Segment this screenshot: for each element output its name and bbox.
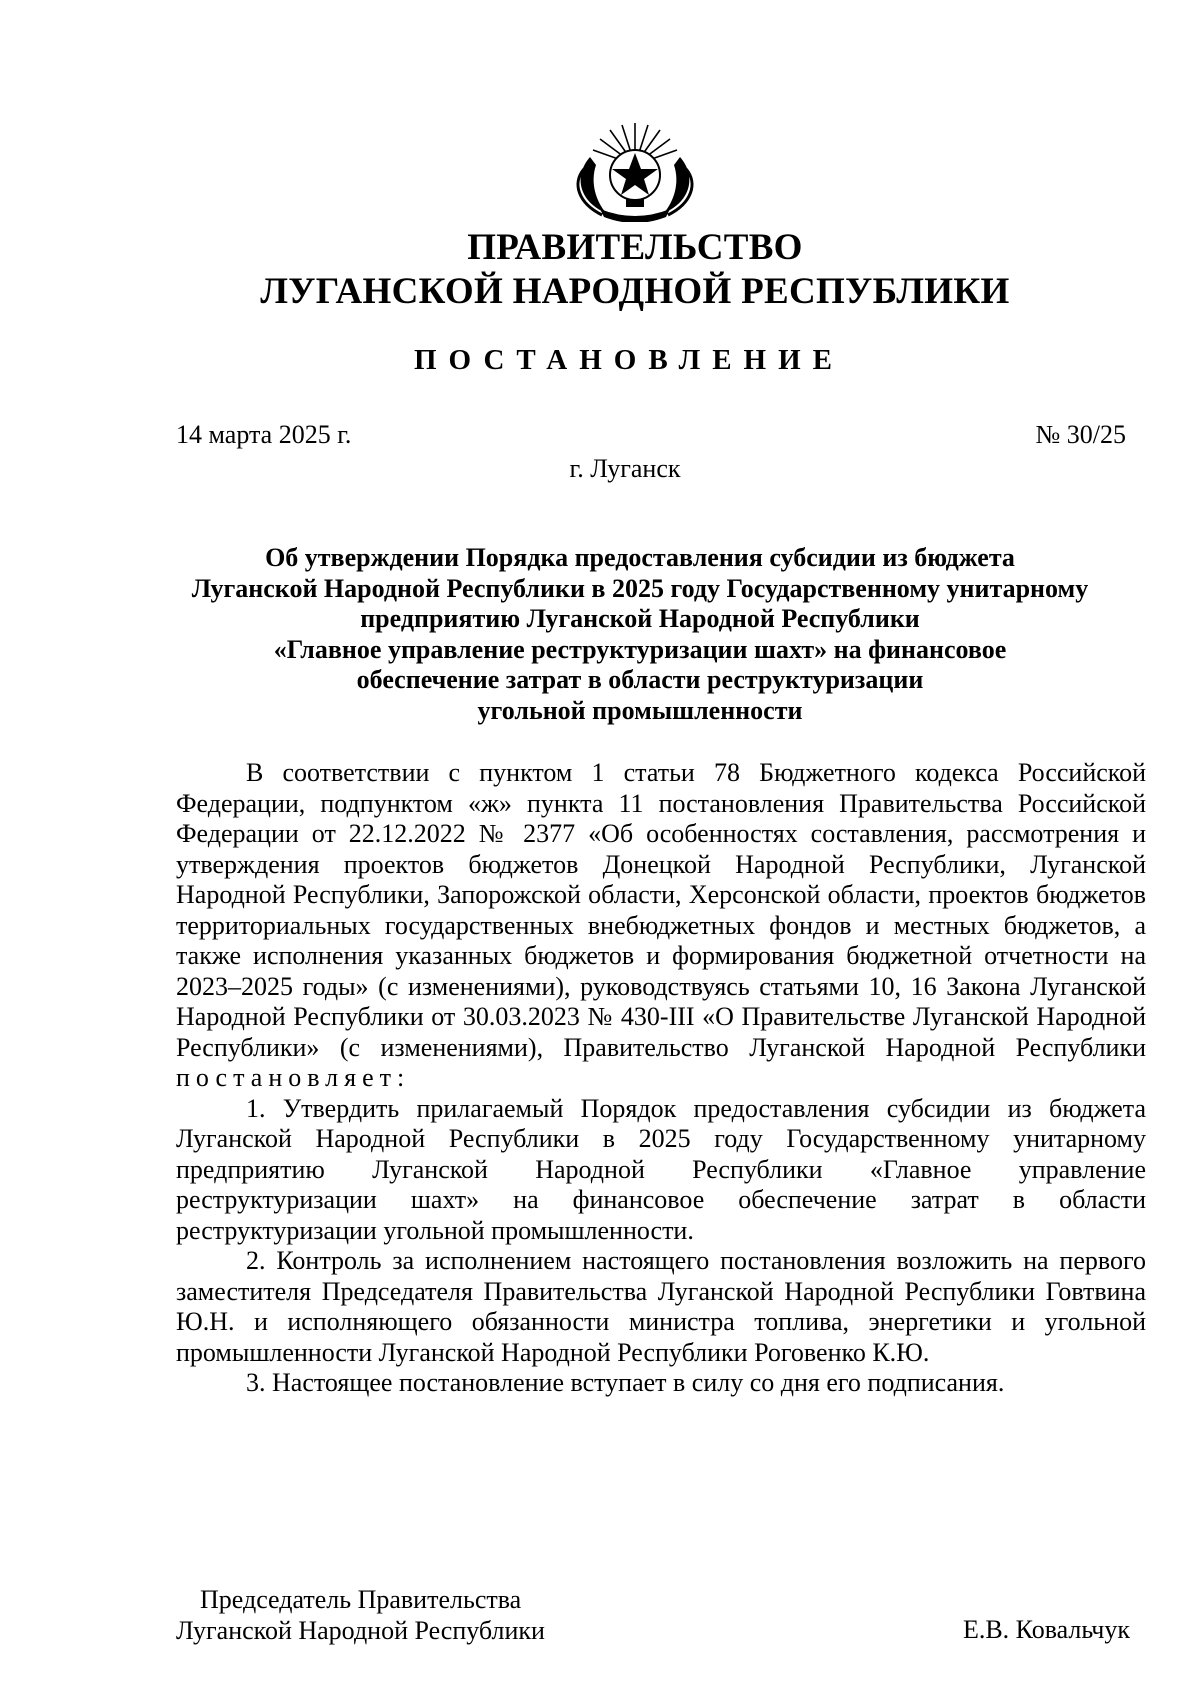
subject-line: обеспечение затрат в области реструктуризации — [356, 665, 924, 694]
signatory-position-line1: Председатель Правительства — [200, 1585, 522, 1614]
resolves-word: постановляет: — [176, 1063, 411, 1092]
signatory-position-line2: Луганской Народной Республики — [176, 1616, 545, 1645]
preamble-paragraph — [176, 758, 1146, 1094]
preamble-text: В соответствии с пунктом 1 статьи 78 Бюджетного кодекса Российской Федерации, подпунктом «ж» пункта 11 постановления Правительства Российской Федерации от 22.12.2022 № 2377 «Об особенностях составления, рассмотрения и утверждения проектов бюджетов Донецкой Народной Республики, Луганской Народной Республики, Запорожской области, Херсонской области, проектов бюджетов территориальных государственных внебюджетных фондов и местных бюджетов, а также исполнения указанных бюджетов и формирования бюджетной отчетности на 2023–2025 годы» (с изменениями), руководствуясь статьями 10, 16 Закона Луганской Народной Республики от 30.03.2023 № 430-III «О Правительстве Луганской Народной Республики» (с изменениями), Правительство Луганской Народной Республики — [176, 758, 1146, 1062]
subject-line: угольной промышленности — [477, 695, 803, 725]
government-title — [0, 226, 1200, 314]
document-body — [176, 758, 1146, 1399]
document-subject — [160, 543, 1120, 726]
document-number: № 30/25 — [1035, 420, 1126, 449]
item-paragraph: 2. Контроль за исполнением настоящего постановления возложить на первого заместителя Председателя Правительства Луганской Народной Республики Говтвина Ю.Н. и исполняющего обязанности министра топлива, энергетики и угольной промышленности Луганской Народной Республики Роговенко К.Ю. — [176, 1246, 1146, 1367]
government-title-line2: ЛУГАНСКОЙ НАРОДНОЙ РЕСПУБЛИКИ — [260, 271, 1010, 312]
document-date: 14 марта 2025 г. — [176, 420, 352, 449]
document-city: г. Луганск — [569, 454, 681, 483]
subject-line: Об утверждении Порядка предоставления субсидии из бюджета — [265, 543, 1015, 572]
item-paragraph: 1. Утвердить прилагаемый Порядок предоставления субсидии из бюджета Луганской Народной Республики в 2025 году Государственному унитарному предприятию Луганской Народной Республики «Главное управление реструктуризации шахт» на финансовое обеспечение затрат в области реструктуризации угольной промышленности. — [176, 1093, 1146, 1245]
document-type: ПОСТАНОВЛЕНИЕ — [413, 344, 844, 376]
lpr-coat-of-arms-icon — [560, 117, 710, 222]
subject-line: «Главное управление реструктуризации шахт» на финансовое — [273, 634, 1007, 664]
signatory-position — [176, 1584, 545, 1646]
subject-line: Луганской Народной Республики в 2025 году Государственному унитарному — [191, 573, 1089, 603]
subject-line: предприятию Луганской Народной Республики — [360, 604, 920, 633]
item-paragraph: 3. Настоящее постановление вступает в силу со дня его подписания. — [246, 1368, 1005, 1397]
government-title-line1: ПРАВИТЕЛЬСТВО — [467, 227, 803, 268]
signatory-name: Е.В. Ковальчук — [962, 1615, 1130, 1644]
